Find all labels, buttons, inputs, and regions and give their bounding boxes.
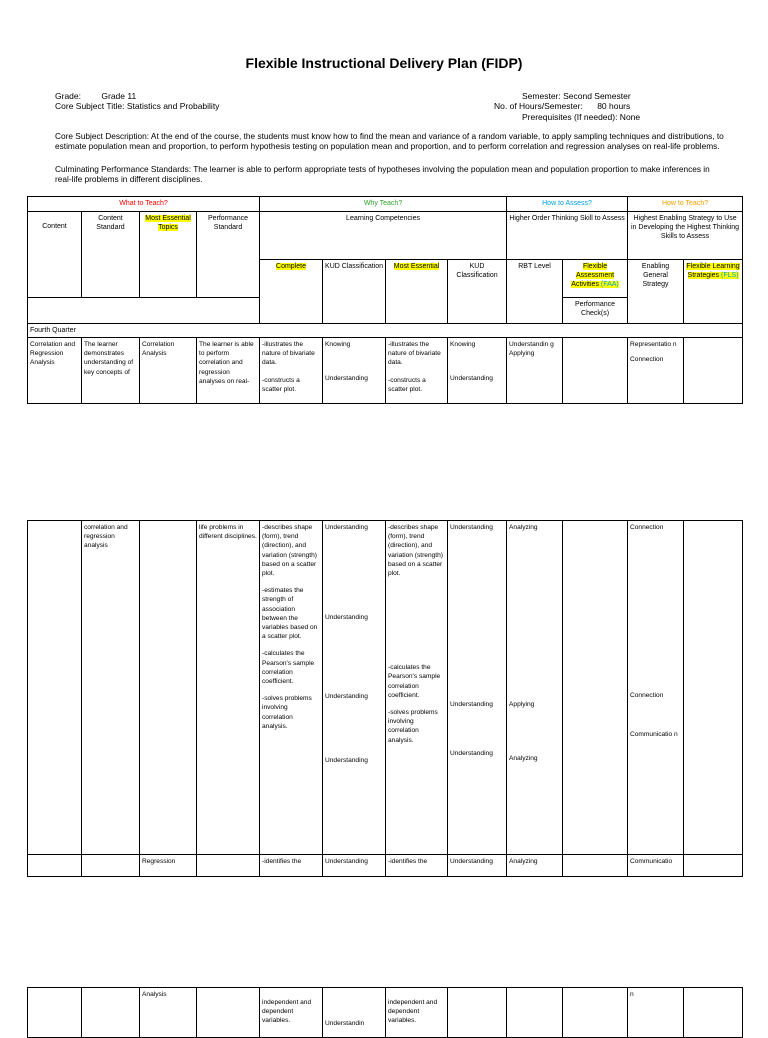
performance-standard-header: Performance Standard: [197, 212, 260, 298]
subject-label: Core Subject Title:: [55, 101, 125, 111]
strategy-cell: Representatio n Connection: [628, 338, 684, 404]
performance-standard-cell: life problems in different disciplines.: [197, 521, 260, 855]
content-header: Content: [28, 212, 82, 298]
performance-standard-cell: [197, 855, 260, 877]
most-essential-header: Most Essential: [386, 260, 448, 324]
content-cell: Correlation and Regression Analysis: [28, 338, 82, 404]
semester-text: Semester: Second Semester: [522, 91, 631, 101]
hours-row: [494, 101, 630, 111]
how-to-assess-header: How to Assess?: [507, 197, 628, 212]
content-standard-cell: The learner demonstrates understanding of key concepts of: [82, 338, 140, 404]
hots-assess-header: Higher Order Thinking Skill to Assess: [507, 212, 628, 260]
faa-cell: [563, 855, 628, 877]
hours-label: No. of Hours/Semester:: [494, 101, 583, 111]
fls-cell: [684, 855, 743, 877]
topic-cell: Analysis: [140, 988, 197, 1038]
faa-header: Flexible Assessment Activities (FAA): [563, 260, 628, 298]
content-standard-cell: correlation and regression analysis: [82, 521, 140, 855]
topic-cell: [140, 521, 197, 855]
topic-cell: Correlation Analysis: [140, 338, 197, 404]
fourth-quarter-row: Fourth Quarter: [28, 324, 743, 338]
competency-cell: -describes shape (form), trend (direction), and variation (strength) based on a scatter plot. -estimates the strength of association between the variables based on a scatter plot. -calculates the Pearson's sample correlation coefficient. -solves problems involving correlation analysis.: [260, 521, 323, 855]
fidp-table-3: [27, 987, 743, 1038]
performance-standard-cell: [197, 988, 260, 1038]
faa-cell: [563, 521, 628, 855]
how-to-teach-header: How to Teach?: [628, 197, 743, 212]
rbt-cell: Understandin g Applying: [507, 338, 563, 404]
kud-cell: Understanding: [323, 855, 386, 877]
rbt-cell: Analyzing Applying Analyzing: [507, 521, 563, 855]
kud-classification-header: KUD Classification: [323, 260, 386, 324]
fidp-table-2: [27, 520, 743, 877]
competency-cell: -identifies the: [260, 855, 323, 877]
kud-classification-header-2: KUD Classification: [448, 260, 507, 324]
essential-competency-cell: -describes shape (form), trend (direction), and variation (strength) based on a scatter plot. -calculates the Pearson's sample correlation coefficient. -solves problems involving correlation analysis.: [386, 521, 448, 855]
subject-row: [55, 101, 219, 111]
enabling-general-strategy-header: Enabling General Strategy: [628, 260, 684, 324]
why-teach-header: Why Teach?: [260, 197, 507, 212]
content-cell: [28, 988, 82, 1038]
essential-competency-cell: independent and dependent variables.: [386, 988, 448, 1038]
fls-cell: [684, 338, 743, 404]
core-description: Core Subject Description: At the end of the course, the students must know how to find the mean and variance of a random variable, to apply sampling techniques and distributions, to estimate population mean and proportion, to perform hypothesis testing on population mean and proportion, and to perform correlation and regression analyses on real-life problems.: [55, 131, 724, 151]
learning-competencies-header: Learning Competencies: [260, 212, 507, 260]
hours-value: 80 hours: [597, 101, 631, 111]
content-standard-cell: [82, 988, 140, 1038]
what-to-teach-header: What to Teach?: [28, 197, 260, 212]
culminating-standards: Culminating Performance Standards: The learner is able to perform appropriate tests of hypotheses involving the population mean and population proportion to make inferences in real-life problems in different disciplines.: [55, 164, 710, 184]
strategy-cell: n: [628, 988, 684, 1038]
content-cell: [28, 855, 82, 877]
strategy-cell: Communicatio: [628, 855, 684, 877]
kud-cell: Knowing Understanding: [323, 338, 386, 404]
topic-cell: Regression: [140, 855, 197, 877]
performance-checks-header: Performance Check(s): [563, 298, 628, 324]
kud-cell: Understanding Understanding Understanding Understanding: [323, 521, 386, 855]
most-essential-topics-header: Most Essential Topics: [140, 212, 197, 298]
strategy-cell: Connection Connection Communicatio n: [628, 521, 684, 855]
highest-enabling-header: Highest Enabling Strategy to Use in Developing the Highest Thinking Skills to Assess: [628, 212, 743, 260]
page-title: Flexible Instructional Delivery Plan (FIDP): [245, 55, 523, 71]
competency-cell: independent and dependent variables.: [260, 988, 323, 1038]
kud-essential-cell: [448, 988, 507, 1038]
blank-cell: [28, 298, 260, 324]
performance-standard-cell: The learner is able to perform correlation and regression analyses on real-: [197, 338, 260, 404]
kud-essential-cell: Understanding: [448, 855, 507, 877]
rbt-level-header: RBT Level: [507, 260, 563, 324]
grade-value: Grade 11: [101, 91, 137, 101]
subject-value: Statistics and Probability: [126, 101, 220, 111]
faa-cell: [563, 988, 628, 1038]
content-standard-header: Content Standard: [82, 212, 140, 298]
grade-label: Grade:: [55, 91, 81, 101]
essential-competency-cell: -identifies the: [386, 855, 448, 877]
prerequisites-text: Prerequisites (If needed): None: [522, 112, 641, 122]
rbt-cell: Analyzing: [507, 855, 563, 877]
content-standard-cell: [82, 855, 140, 877]
fls-cell: [684, 988, 743, 1038]
fls-header: Flexible Learning Strategies (FLS): [684, 260, 743, 324]
kud-essential-cell: Understanding Understanding Understanding: [448, 521, 507, 855]
complete-header: Complete: [260, 260, 323, 324]
faa-cell: [563, 338, 628, 404]
fidp-table-1: [27, 196, 743, 404]
grade-row: [55, 91, 136, 101]
rbt-cell: [507, 988, 563, 1038]
kud-cell: Understandin: [323, 988, 386, 1038]
content-cell: [28, 521, 82, 855]
competency-cell: -illustrates the nature of bivariate data. -constructs a scatter plot.: [260, 338, 323, 404]
essential-competency-cell: -illustrates the nature of bivariate data. -constructs a scatter plot.: [386, 338, 448, 404]
kud-essential-cell: Knowing Understanding: [448, 338, 507, 404]
fls-cell: [684, 521, 743, 855]
